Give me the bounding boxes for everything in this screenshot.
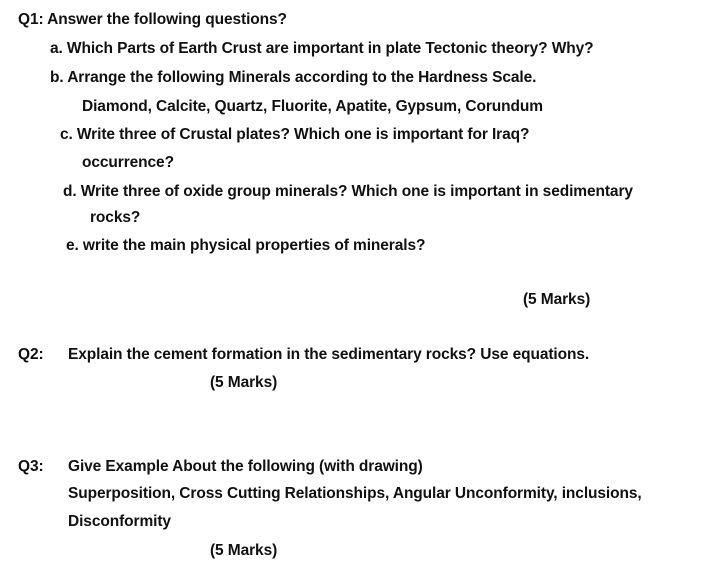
- q1-part-d-continuation: rocks?: [90, 209, 141, 226]
- q1-part-b-mineral-list: Diamond, Calcite, Quartz, Fluorite, Apatite, Gypsum, Corundum: [82, 98, 543, 115]
- q3-label: Q3:: [18, 458, 44, 475]
- q1-marks: (5 Marks): [523, 291, 591, 308]
- q1-part-a: a. Which Parts of Earth Crust are important in plate Tectonic theory? Why?: [50, 40, 594, 57]
- q1-part-e: e. write the main physical properties of minerals?: [66, 237, 426, 254]
- q3-text: Give Example About the following (with drawing): [68, 458, 423, 475]
- q3-items: Superposition, Cross Cutting Relationships, Angular Unconformity, inclusions,: [68, 485, 642, 502]
- q1-part-c: c. Write three of Crustal plates? Which one is important for Iraq?: [60, 126, 530, 143]
- q3-items-continuation: Disconformity: [68, 513, 171, 530]
- q2-text: Explain the cement formation in the sedimentary rocks? Use equations.: [68, 346, 590, 363]
- q2-marks: (5 Marks): [210, 374, 278, 391]
- q1-part-b: b. Arrange the following Minerals according to the Hardness Scale.: [50, 69, 537, 86]
- q2-label: Q2:: [18, 346, 44, 363]
- q1-heading: Q1: Answer the following questions?: [18, 11, 287, 28]
- q1-part-d: d. Write three of oxide group minerals? Which one is important in sedimentary: [63, 183, 633, 200]
- q3-marks: (5 Marks): [210, 542, 278, 559]
- q1-part-c-continuation: occurrence?: [82, 154, 174, 171]
